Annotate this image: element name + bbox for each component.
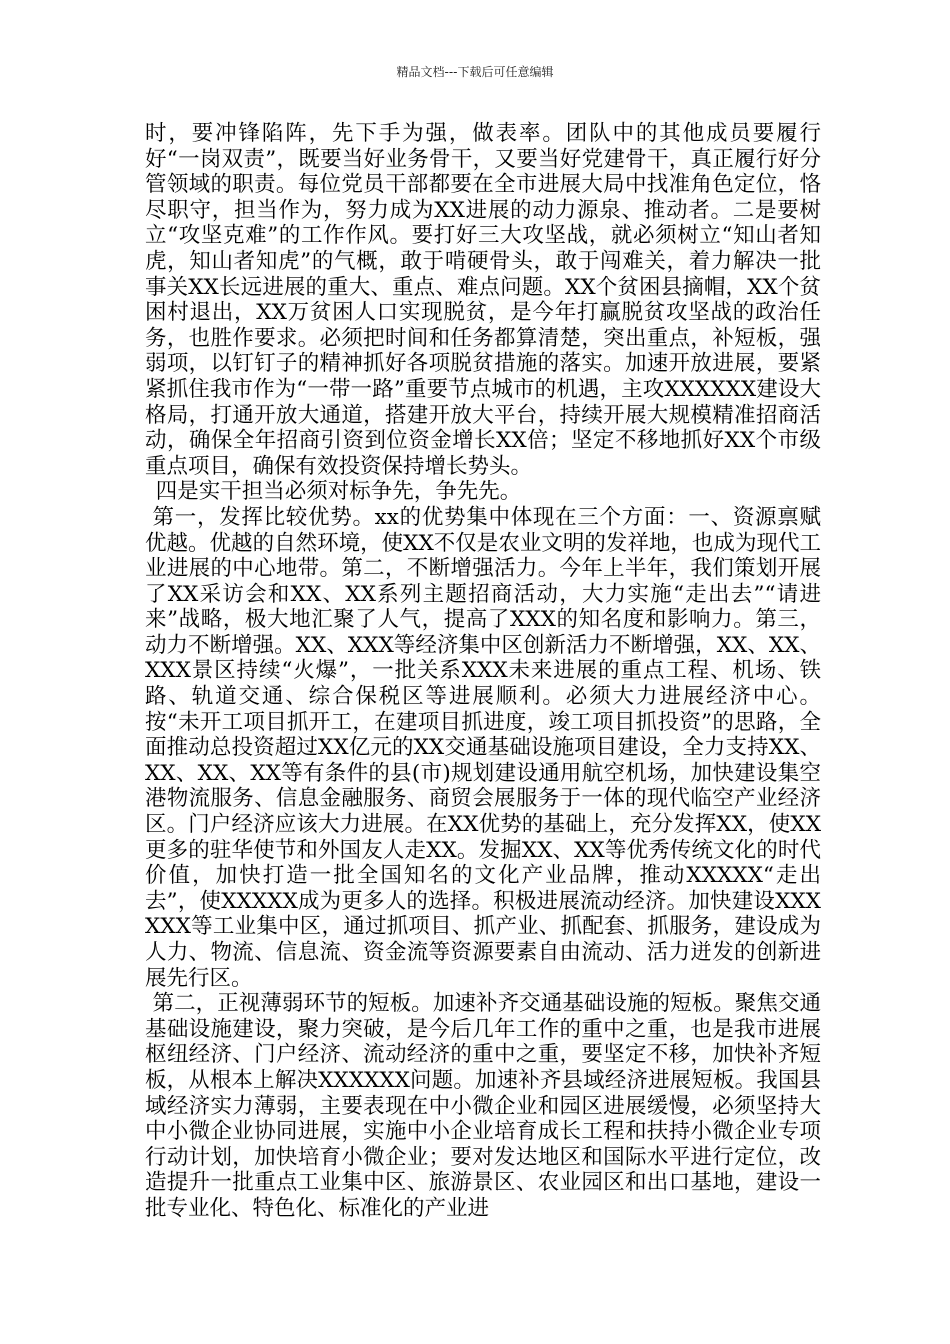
paragraph-3: 第一，发挥比较优势。xx的优势集中体现在三个方面：一、资源禀赋优越。优越的自然环境，使XX不仅是农业文明的发祥地，也成为现代工业进展的中心地带。第二，不断增强活力。今年上半年，我们策划开展了XX采访会和XX、XX系列主题招商活动，大力实施“走出去”“请进来”战略，极大地汇聚了人气，提高了XXX的知名度和影响力。第三，动力不断增强。XX、XXX等经济集中区创新活力不断增强，XX、XX、XXX景区持续“火爆”，一批关系XXX未来进展的重点工程、机场、铁路、轨道交通、综合保税区等进展顺利。必须大力进展经济中心。按“未开工项目抓开工，在建项目抓进度，竣工项目抓投资”的思路，全面推动总投资超过XX亿元的XX交通基础设施项目建设，全力支持XX、XX、XX、XX等有条件的县(市)规划建设通用航空机场，加快建设集空港物流服务、信息金融服务、商贸会展服务于一体的现代临空产业经济区。门户经济应该大力进展。在XX优势的基础上，充分发挥XX，使XX更多的驻华使节和外国友人走XX。发掘XX、XX等优秀传统文化的时代价值，加快打造一批全国知名的文化产业品牌，推动XXXXX“走出去”，使XXXXX成为更多人的选择。积极进展流动经济。加快建设XXXXXX等工业集中区，通过抓项目、抓产业、抓配套、抓服务，建设成为人力、物流、信息流、资金流等资源要素自由流动、活力迸发的创新进展先行区。: [145, 504, 821, 991]
paragraph-1: 时，要冲锋陷阵，先下手为强，做表率。团队中的其他成员要履行好“一岗双责”，既要当好业务骨干，又要当好党建骨干，真正履行好分管领域的职责。每位党员干部都要在全市进展大局中找准角色定位，恪尽职守，担当作为，努力成为XX进展的动力源泉、推动者。二是要树立“攻坚克难”的工作作风。要打好三大攻坚战，就必须树立“知山者知虎，知山者知虎”的气概，敢于啃硬骨头，敢于闯难关，着力解决一批事关XX长远进展的重大、重点、难点问题。XX个贫困县摘帽，XX个贫困村退出，XX万贫困人口实现脱贫，是今年打赢脱贫攻坚战的政治任务，也胜作要求。必须把时间和任务都算清楚，突出重点，补短板，强弱项，以钉钉子的精神抓好各项脱贫措施的落实。加速开放进展，要紧紧抓住我市作为“一带一路”重要节点城市的机遇，主攻XXXXXX建设大格局，打通开放大通道，搭建开放大平台，持续开展大规模精准招商活动，确保全年招商引资到位资金增长XX倍；坚定不移地抓好XX个市级重点项目，确保有效投资保持增长势头。: [145, 121, 821, 479]
paragraph-2: 四是实干担当必须对标争先，争先先。: [155, 479, 522, 505]
paragraph-4: 第二，正视薄弱环节的短板。加速补齐交通基础设施的短板。聚焦交通基础设施建设，聚力突破，是今后几年工作的重中之重，也是我市进展枢纽经济、门户经济、流动经济的重中之重，要坚定不移，加快补齐短板，从根本上解决XXXXXX问题。加速补齐县域经济进展短板。我国县域经济实力薄弱，主要表现在中小微企业和园区进展缓慢，必须坚持大中小微企业协同进展，实施中小企业培育成长工程和扶持小微企业专项行动计划，加快培育小微企业；要对发达地区和国际水平进行定位，改造提升一批重点工业集中区、旅游景区、农业园区和出口基地，建设一批专业化、特色化、标准化的产业进: [145, 991, 821, 1221]
page-header: 精品文档---下载后可任意编辑: [396, 65, 554, 79]
document-body: [145, 121, 821, 1222]
